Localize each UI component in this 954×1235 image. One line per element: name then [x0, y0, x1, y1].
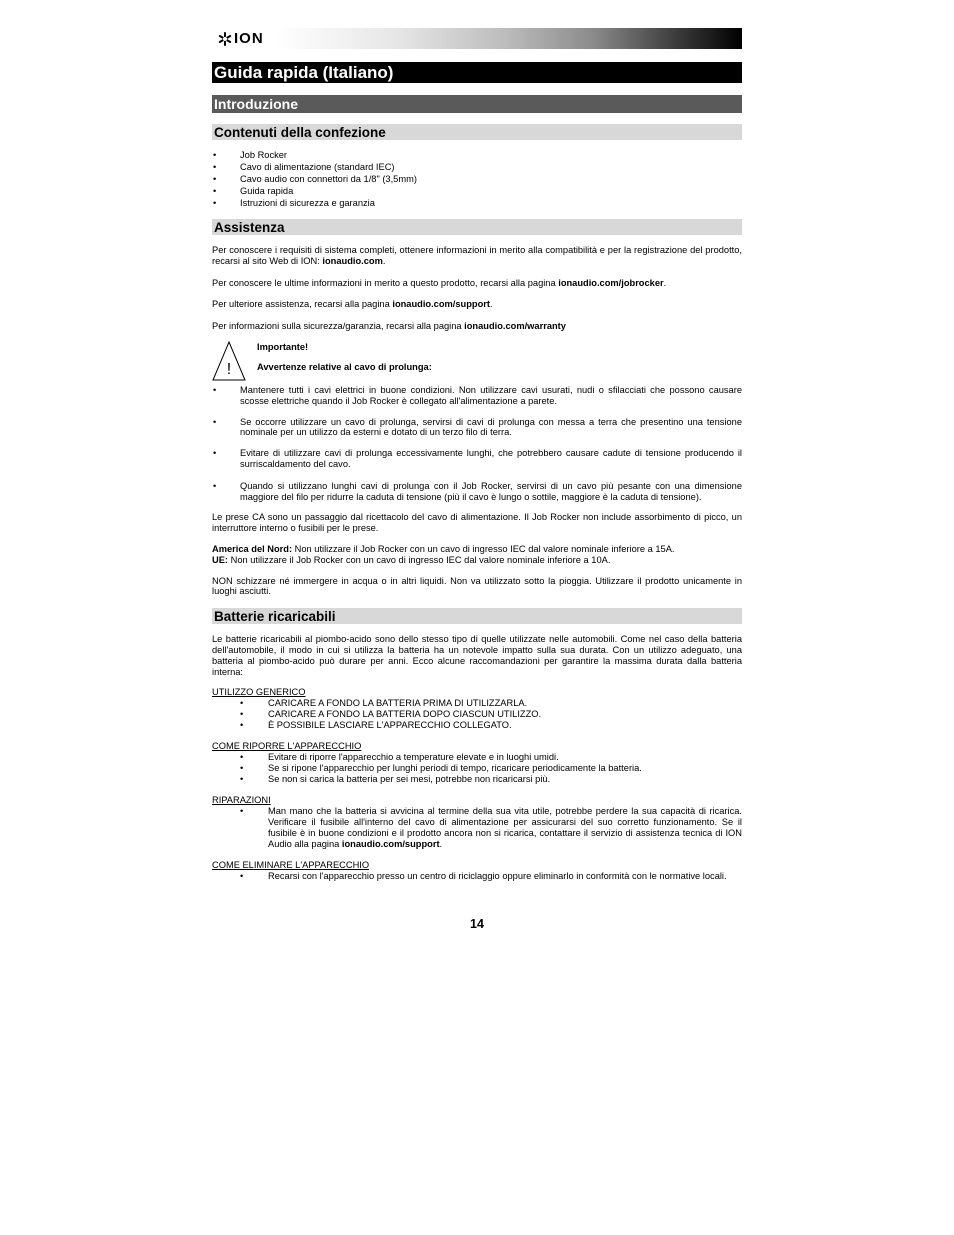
page-title: Guida rapida (Italiano): [212, 62, 742, 83]
list-item: • Recarsi con l'apparecchio presso un centro di riciclaggio oppure eliminarlo in conformità con le normative locali.: [212, 871, 742, 882]
list-item: • Se si ripone l'apparecchio per lunghi periodi di tempo, ricaricare periodicamente la batteria.: [212, 763, 742, 774]
list-item: • Evitare di utilizzare cavi di prolunga eccessivamente lunghi, che potrebbero causare cadute di tensione producendo il surriscaldamento del cavo.: [212, 448, 742, 470]
support-paragraph-4: Per informazioni sulla sicurezza/garanzia, recarsi alla pagina ionaudio.com/warranty: [212, 321, 566, 332]
contents-list: [212, 149, 742, 209]
warranty-link[interactable]: ionaudio.com/warranty: [464, 321, 566, 332]
list-item: • Se occorre utilizzare un cavo di prolunga, servirsi di cavi di prolunga con messa a terra che presentino una tensione nominale per un utilizzo da esterni e dotato di un terzo filo di terra.: [212, 417, 742, 439]
disposal-heading: COME ELIMINARE L'APPARECCHIO: [212, 860, 370, 871]
list-item: • Se non si carica la batteria per sei mesi, potrebbe non ricaricarsi più.: [212, 774, 742, 785]
ionaudio-link[interactable]: ionaudio.com: [322, 255, 383, 266]
support-paragraph-2: Per conoscere le ultime informazioni in merito a questo prodotto, recarsi alla pagina ionaudio.com/jobrocker.: [212, 277, 667, 288]
list-item: • Cavo di alimentazione (standard IEC): [212, 161, 742, 173]
ion-logo: [218, 30, 264, 47]
storage-heading: COME RIPORRE L'APPARECCHIO: [212, 741, 362, 752]
storage-list: [212, 752, 742, 785]
list-item: • È POSSIBILE LASCIARE L'APPARECCHIO COLLEGATO.: [212, 720, 742, 731]
important-label: Importante!: [257, 341, 309, 352]
subsection-heading-batterie: Batterie ricaricabili: [212, 608, 742, 624]
list-item: • CARICARE A FONDO LA BATTERIA DOPO CIASCUN UTILIZZO.: [212, 709, 742, 720]
list-item: • Istruzioni di sicurezza e garanzia: [212, 197, 742, 209]
list-item: • Job Rocker: [212, 149, 742, 161]
warning-triangle-icon: [212, 340, 246, 382]
general-use-heading: UTILIZZO GENERICO: [212, 687, 306, 698]
header-bar: [212, 28, 742, 49]
disposal-list: [212, 871, 742, 882]
list-item: • Guida rapida: [212, 185, 742, 197]
repair-heading: RIPARAZIONI: [212, 795, 271, 806]
na-paragraph: America del Nord: Non utilizzare il Job Rocker con un cavo di ingresso IEC dal valore nominale inferiore a 15A.: [212, 543, 675, 554]
repair-list: [212, 806, 742, 850]
ue-paragraph: UE: Non utilizzare il Job Rocker con un cavo di ingresso IEC dal valore nominale inferiore a 10A.: [212, 554, 611, 565]
list-item: • CARICARE A FONDO LA BATTERIA PRIMA DI UTILIZZARLA.: [212, 698, 742, 709]
subsection-heading-assistenza: Assistenza: [212, 219, 742, 235]
page-number: 14: [470, 917, 484, 931]
support-paragraph-5: Le prese CA sono un passaggio dal ricettacolo del cavo di alimentazione. Il Job Rocker non include assorbimento di picco, un interruttore interno o fusibili per le prese.: [212, 512, 742, 534]
support-paragraph-1: Per conoscere i requisiti di sistema completi, ottenere informazioni in merito alla compatibilità e per la registrazione del prodotto, recarsi al sito Web di ION: ionaudio.com.: [212, 245, 742, 266]
support-link[interactable]: ionaudio.com/support: [392, 299, 490, 310]
support-paragraph-3: Per ulteriore assistenza, recarsi alla pagina ionaudio.com/support.: [212, 299, 493, 310]
list-item: • Quando si utilizzano lunghi cavi di prolunga con il Job Rocker, servirsi di un cavo più pesante con una dimensione maggiore del filo per ridurre la caduta di tensione (più il cavo è lungo o sottile, maggiore è la caduta di tensione).: [212, 481, 742, 503]
warnings-list: [212, 385, 742, 502]
warning-text: [246, 340, 432, 382]
ion-logo-star-icon: [218, 32, 232, 46]
support-paragraph-6: NON schizzare né immergere in acqua o in altri liquidi. Non va utilizzato sotto la pioggia. Utilizzare il prodotto unicamente in luoghi asciutti.: [212, 575, 742, 597]
section-heading-introduzione: Introduzione: [212, 95, 742, 113]
page: [212, 28, 742, 882]
subsection-heading-contenuti: Contenuti della confezione: [212, 124, 742, 140]
list-item: • Evitare di riporre l'apparecchio a temperature elevate e in luoghi umidi.: [212, 752, 742, 763]
repair-support-link[interactable]: ionaudio.com/support: [341, 839, 440, 850]
jobrocker-link[interactable]: ionaudio.com/jobrocker: [558, 277, 664, 288]
list-item: • Mantenere tutti i cavi elettrici in buone condizioni. Non utilizzare cavi usurati, nudi o sfilacciati che possono causare scosse elettriche quando il Job Rocker è collegato all'alimentazione a parete.: [212, 385, 742, 407]
list-item: • Cavo audio con connettori da 1/8" (3,5mm): [212, 173, 742, 185]
general-use-list: [212, 698, 742, 731]
ion-logo-text: ION: [234, 30, 264, 47]
warning-title: Avvertenze relative al cavo di prolunga:: [257, 361, 432, 372]
batteries-intro: Le batterie ricaricabili al piombo-acido sono dello stesso tipo di quelle utilizzate nelle automobili. Come nel caso della batteria dell'automobile, il modo in cui si utilizza la batteria ha un notevole impatto sulla sua durata. Con un utilizzo adeguato, una batteria al piombo-acido può durare per anni. Ecco alcune raccomandazioni per garantire la massima durata dalla batteria interna:: [212, 634, 742, 677]
warning-block: [212, 340, 742, 382]
list-item: • Man mano che la batteria si avvicina al termine della sua vita utile, potrebbe perdere la sua capacità di ricarica. Verificare il fusibile all'interno del cavo di alimentazione per assicurarsi del suo corretto funzionamento. Se il fusibile è in buone condizioni e il prodotto ancora non si ricarica, contattare il servizio di assistenza tecnica di ION Audio alla pagina ionaudio.com/support.: [212, 806, 742, 850]
svg-text:!: !: [226, 360, 232, 378]
